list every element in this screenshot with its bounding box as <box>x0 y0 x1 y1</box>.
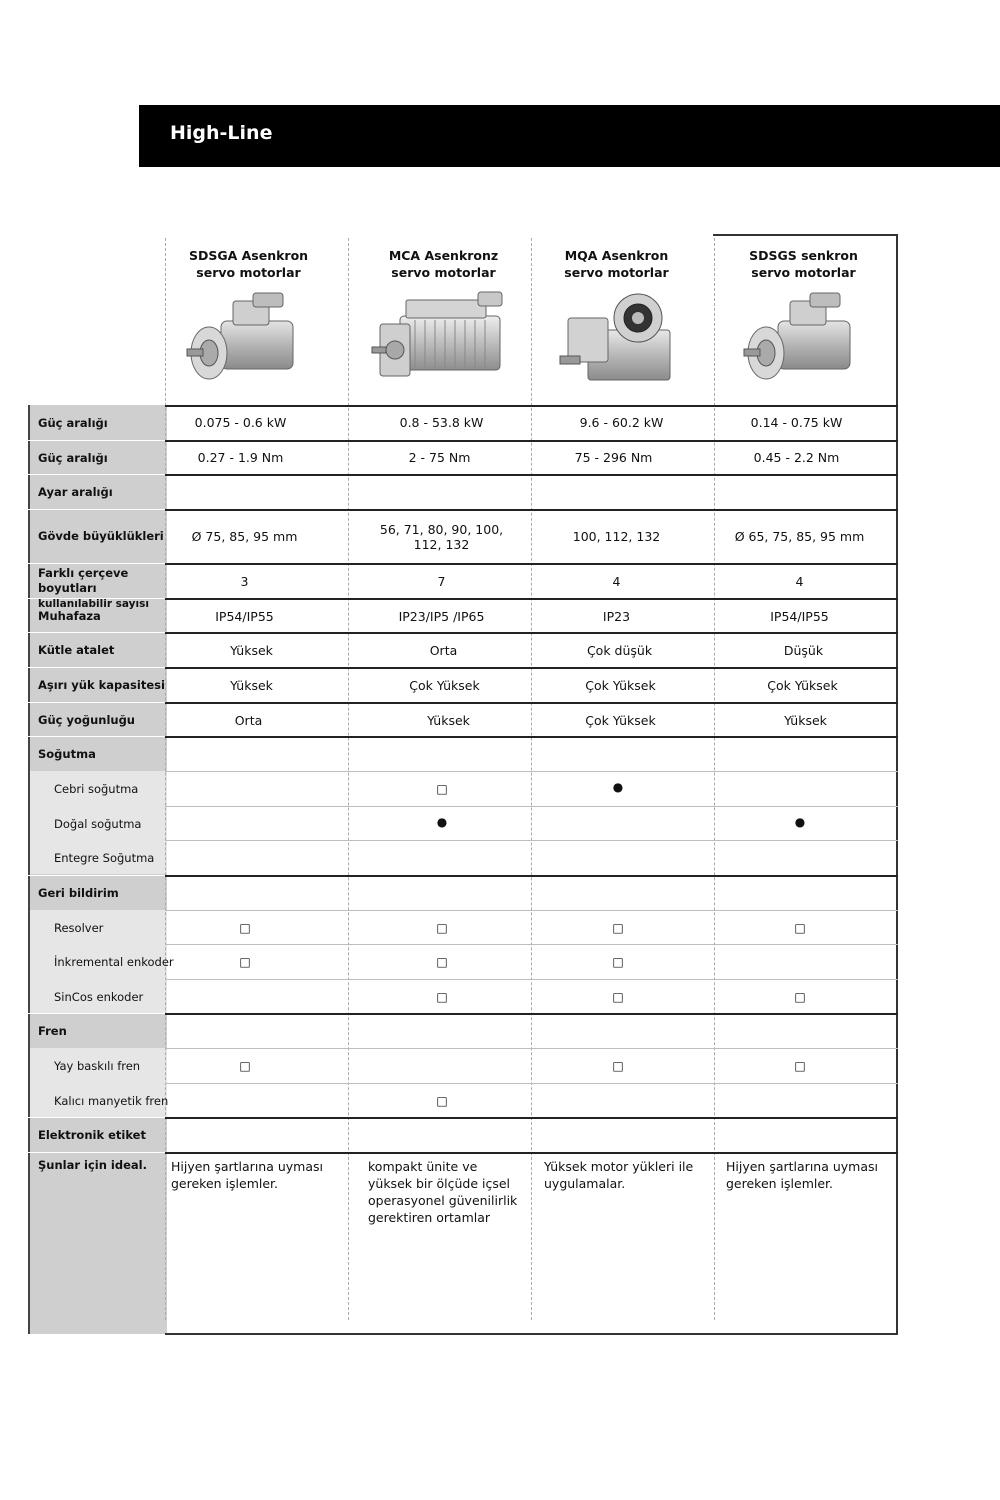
row-divider <box>165 806 898 807</box>
row-divider <box>165 667 898 669</box>
row-divider <box>165 440 898 442</box>
option-mark-icon: □ <box>612 1059 624 1073</box>
mqa-motor-image <box>558 290 683 390</box>
row-label-inertia: Kütle atalet <box>38 643 115 657</box>
standard-mark-icon: ● <box>436 815 448 829</box>
label-divider <box>28 474 165 475</box>
cell-sizes-sdsgs: Ø 65, 75, 85, 95 mm <box>734 529 865 544</box>
row-divider <box>165 875 898 877</box>
cell-frames-mqa: 4 <box>612 574 621 589</box>
label-divider <box>28 875 165 876</box>
cell-inertia-sdsga: Yüksek <box>230 643 273 658</box>
column-divider <box>714 238 715 1320</box>
option-mark-icon: □ <box>612 921 624 935</box>
row-label-brake: Fren <box>38 1024 67 1038</box>
row-label-etiket: Elektronik etiket <box>38 1128 146 1142</box>
row-label-ideal: Şunlar için ideal. <box>38 1158 147 1172</box>
row-label-natural: Doğal soğutma <box>54 817 142 831</box>
cell-overload-mca: Çok Yüksek <box>409 678 480 693</box>
row-label-sizes: Gövde büyüklükleri <box>38 529 164 543</box>
table-right-border <box>896 235 898 1335</box>
label-divider <box>28 702 165 703</box>
option-mark-icon: □ <box>794 990 806 1004</box>
row-label-power: Güç aralığı <box>38 416 108 430</box>
label-divider <box>28 509 165 510</box>
option-mark-icon: □ <box>436 1094 448 1108</box>
mca-motor-image <box>370 290 510 390</box>
row-divider <box>165 474 898 476</box>
cell-torque-sdsga: 0.27 - 1.9 Nm <box>197 450 284 465</box>
ideal-note-sdsgs: Hijyen şartlarına uyması gereken işlemler. <box>726 1159 878 1191</box>
cell-frames-sdsgs: 4 <box>795 574 804 589</box>
cell-housing-sdsga: IP54/IP55 <box>215 609 274 624</box>
cell-power-sdsgs: 0.14 - 0.75 kW <box>750 415 843 430</box>
row-divider <box>165 944 898 945</box>
row-label-column <box>28 405 167 1334</box>
row-label-integrated: Entegre Soğutma <box>54 851 155 865</box>
option-mark-icon: □ <box>612 955 624 969</box>
row-divider <box>165 405 898 407</box>
cell-density-mqa: Çok Yüksek <box>585 713 656 728</box>
row-label-permanent: Kalıcı manyetik fren <box>54 1094 169 1108</box>
cell-overload-sdsgs: Çok Yüksek <box>767 678 838 693</box>
option-mark-icon: □ <box>436 782 448 796</box>
cell-frames-sdsga: 3 <box>240 574 249 589</box>
column-divider <box>531 238 532 1320</box>
label-divider <box>28 667 165 668</box>
row-divider <box>165 910 898 911</box>
ideal-note-sdsga: Hijyen şartlarına uyması gereken işlemler. <box>171 1159 323 1191</box>
option-mark-icon: □ <box>612 990 624 1004</box>
row-label-resolver: Resolver <box>54 921 104 935</box>
option-mark-icon: □ <box>239 955 251 969</box>
row-divider <box>165 702 898 704</box>
cell-torque-sdsgs: 0.45 - 2.2 Nm <box>753 450 840 465</box>
row-label-incremental: İnkremental enkoder <box>54 955 174 969</box>
cell-torque-mqa: 75 - 296 Nm <box>574 450 653 465</box>
row-divider <box>165 1048 898 1049</box>
label-divider <box>28 1152 165 1153</box>
cell-sizes-mca: 56, 71, 80, 90, 100, 112, 132 <box>379 522 504 552</box>
column-header-mqa: MQA Asenkron servo motorlar <box>564 248 669 280</box>
label-divider <box>28 736 165 737</box>
label-divider <box>28 1013 165 1014</box>
cell-housing-sdsgs: IP54/IP55 <box>770 609 829 624</box>
header-banner <box>139 105 1000 167</box>
standard-mark-icon: ● <box>612 780 624 794</box>
row-divider <box>165 563 898 565</box>
cell-sizes-mqa: 100, 112, 132 <box>572 529 661 544</box>
cell-inertia-mca: Orta <box>429 643 458 658</box>
row-divider <box>165 1013 898 1015</box>
column-header-sdsgs: SDSGS senkron servo motorlar <box>749 248 858 280</box>
cell-housing-mca: IP23/IP5 /IP65 <box>398 609 485 624</box>
column-divider <box>348 238 349 1320</box>
row-divider <box>165 1083 898 1084</box>
table-top-border <box>713 234 898 236</box>
sdsga-motor-image <box>183 287 303 392</box>
cell-overload-sdsga: Yüksek <box>230 678 273 693</box>
table-bottom-border <box>165 1333 898 1335</box>
row-label-forced: Cebri soğutma <box>54 782 139 796</box>
row-divider <box>165 736 898 738</box>
label-divider <box>28 1117 165 1118</box>
row-divider <box>165 979 898 980</box>
cell-inertia-mqa: Çok düşük <box>586 643 653 658</box>
label-divider <box>28 632 165 633</box>
row-label-spring: Yay baskılı fren <box>54 1059 141 1073</box>
option-mark-icon: □ <box>794 921 806 935</box>
cell-density-sdsga: Orta <box>234 713 263 728</box>
row-label-cooling: Soğutma <box>38 747 96 761</box>
cell-power-mqa: 9.6 - 60.2 kW <box>579 415 664 430</box>
cell-torque-mca: 2 - 75 Nm <box>408 450 471 465</box>
row-divider <box>165 509 898 511</box>
cell-power-mca: 0.8 - 53.8 kW <box>399 415 484 430</box>
ideal-note-mca: kompakt ünite ve yüksek bir ölçüde içsel operasyonel güvenilirlik gerektiren ortamlar <box>368 1159 518 1225</box>
page-title: High-Line <box>170 122 273 144</box>
row-divider <box>165 1117 898 1119</box>
cell-density-mca: Yüksek <box>427 713 470 728</box>
standard-mark-icon: ● <box>794 815 806 829</box>
option-mark-icon: □ <box>239 1059 251 1073</box>
option-mark-icon: □ <box>436 921 448 935</box>
row-label-sincos: SinCos enkoder <box>54 990 144 1004</box>
cell-power-sdsga: 0.075 - 0.6 kW <box>194 415 287 430</box>
label-divider <box>28 440 165 441</box>
row-label-range: Ayar aralığı <box>38 485 113 499</box>
row-divider <box>165 840 898 841</box>
row-label-feedback: Geri bildirim <box>38 886 119 900</box>
option-mark-icon: □ <box>436 990 448 1004</box>
row-label-torque: Güç aralığı <box>38 451 108 465</box>
row-divider <box>165 632 898 634</box>
option-mark-icon: □ <box>794 1059 806 1073</box>
cell-overload-mqa: Çok Yüksek <box>585 678 656 693</box>
row-divider <box>165 598 898 600</box>
row-label-frames: Farklı çerçeve boyutları kullanılabilir sayısı <box>38 566 149 610</box>
cell-density-sdsgs: Yüksek <box>784 713 827 728</box>
option-mark-icon: □ <box>239 921 251 935</box>
option-mark-icon: □ <box>436 955 448 969</box>
cell-sizes-sdsga: Ø 75, 85, 95 mm <box>191 529 298 544</box>
cell-frames-mca: 7 <box>437 574 446 589</box>
row-label-density: Güç yoğunluğu <box>38 713 135 727</box>
cell-inertia-sdsgs: Düşük <box>783 643 824 658</box>
cell-housing-mqa: IP23 <box>602 609 631 624</box>
column-header-mca: MCA Asenkronz servo motorlar <box>388 248 499 280</box>
label-divider <box>28 563 165 564</box>
column-header-sdsga: SDSGA Asenkron servo motorlar <box>188 248 309 280</box>
row-divider <box>165 1152 898 1154</box>
ideal-note-mqa: Yüksek motor yükleri ile uygulamalar. <box>544 1159 694 1191</box>
row-label-housing: Muhafaza <box>38 609 101 623</box>
sdsgs-motor-image <box>740 287 860 392</box>
row-divider <box>165 771 898 772</box>
row-label-overload: Aşırı yük kapasitesi <box>38 678 165 692</box>
